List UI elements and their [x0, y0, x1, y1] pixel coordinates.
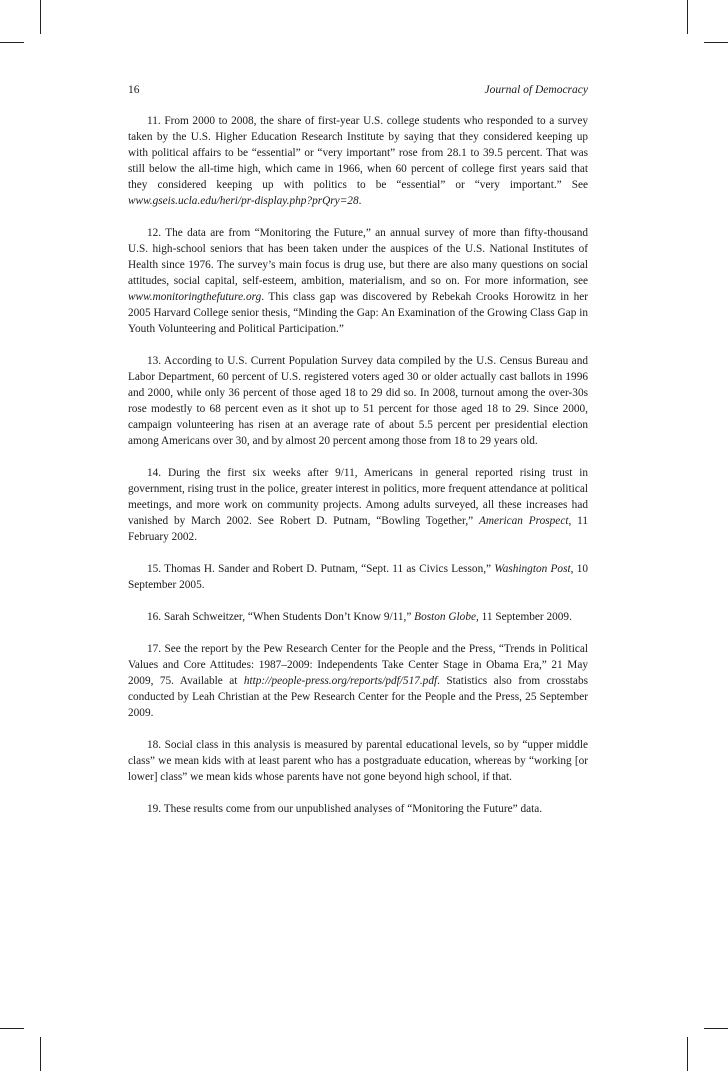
crop-mark: [40, 1037, 41, 1071]
endnote: 16. Sarah Schweitzer, “When Students Don’t Know 9/11,” Boston Globe, 11 September 2009.: [147, 611, 572, 623]
crop-mark: [704, 42, 728, 43]
crop-mark: [0, 1028, 24, 1029]
endnote: 19. These results come from our unpublished analyses of “Monitoring the Future” data.: [147, 803, 543, 815]
endnotes: [128, 113, 588, 833]
endnote: 15. Thomas H. Sander and Robert D. Putnam, “Sept. 11 as Civics Lesson,” Washington Post, 10 September 2005.: [128, 563, 588, 591]
crop-mark: [40, 0, 41, 34]
running-header: [128, 84, 588, 100]
endnote: 14. During the first six weeks after 9/11, Americans in general reported rising trust in government, rising trust in the police, greater interest in politics, more frequent attendance at political meetings, and more work on community projects. Among adults surveyed, all these increases had vanished by March 2002. See Robert D. Putnam, “Bowling Together,” American Prospect, 11 February 2002.: [128, 467, 589, 543]
endnote: 17. See the report by the Pew Research Center for the People and the Press, “Trends in Political Values and Core Attitudes: 1987–2009: Independents Take Center Stage in Obama Era,” 21 May 2009, 75. Available at http://people-press.org/reports/pdf/517.pdf. Statistics also from crosstabs conducted by Leah Christian at the Pew Research Center for the People and the Press, 25 September 2009.: [128, 643, 588, 719]
journal-title: Journal of Democracy: [484, 84, 588, 96]
endnote: 18. Social class in this analysis is measured by parental educational levels, so by “upper middle class” we mean kids with at least parent who has a postgraduate education, whereas by “working [or lower] class” we mean kids whose parents have not gone beyond high school, if that.: [128, 739, 588, 783]
page-number: 16: [128, 84, 140, 96]
crop-mark: [687, 0, 688, 34]
endnote: 11. From 2000 to 2008, the share of first-year U.S. college students who responded to a survey taken by the U.S. Higher Education Research Institute by saying that they considered keeping up with political affairs to be “essential” or “very important” rose from 28.1 to 39.5 percent. That was still below the all-time high, which came in 1966, when 60 percent of college first years said that they considered keeping up with politics to be “essential” or “very important.” See www.gseis.ucla.edu/heri/pr-display.php?prQry=28.: [128, 115, 588, 207]
crop-mark: [704, 1028, 728, 1029]
crop-mark: [0, 42, 24, 43]
endnote: 13. According to U.S. Current Population Survey data compiled by the U.S. Census Bureau and Labor Department, 60 percent of U.S. registered voters aged 30 or older actually cast ballots in 1996 and 2000, while only 36 percent of those aged 18 to 29 did so. In 2008, turnout among the over-30s rose modestly to 68 percent even as it shot up to 51 percent for those aged 18 to 29. Since 2000, campaign volunteering has risen at an average rate of about 5.5 percent per presidential election among Americans over 30, and by almost 20 percent among those from 18 to 29 years old.: [128, 355, 588, 447]
endnote: 12. The data are from “Monitoring the Future,” an annual survey of more than fifty-thousand U.S. high-school seniors that has been taken under the auspices of the U.S. National Institutes of Health since 1976. The survey’s main focus is drug use, but there are also many questions on social attitudes, social capital, self-esteem, ambition, materialism, and so on. For more information, see www.monitoringthefuture.org. This class gap was discovered by Rebekah Crooks Horowitz in her 2005 Harvard College senior thesis, “Minding the Gap: An Examination of the Growing Class Gap in Youth Volunteering and Political Participation.”: [128, 227, 588, 335]
crop-mark: [687, 1037, 688, 1071]
